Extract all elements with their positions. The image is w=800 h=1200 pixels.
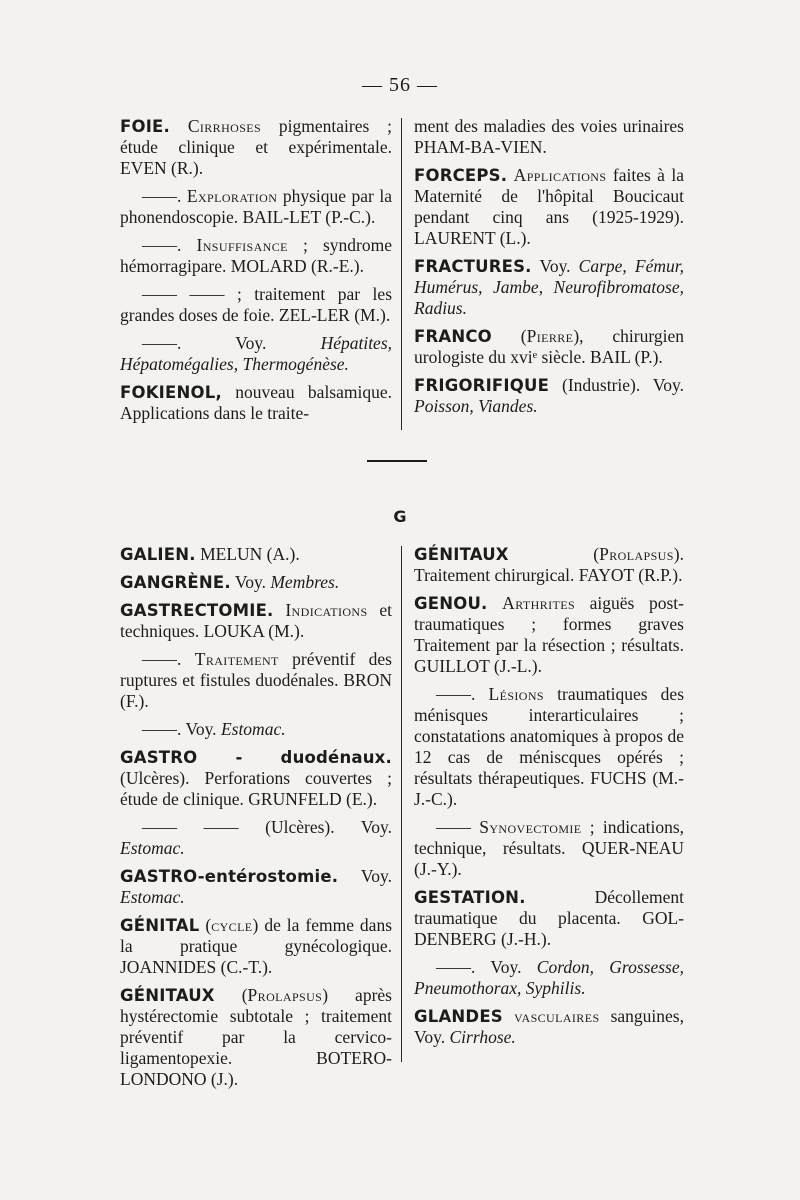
index-subentry	[120, 235, 392, 277]
index-entry	[414, 887, 684, 950]
entry-text: ) de la femme dans la pratique gynécologique. JOANNIDES (C.-T.).	[120, 915, 392, 977]
index-subentry	[120, 719, 392, 740]
entry-text: (Industrie). Voy.	[562, 375, 684, 395]
index-entry	[414, 116, 684, 158]
entry-text: (Ulcères). Voy.	[265, 817, 393, 837]
entry-headword: FRANCO	[414, 327, 492, 346]
index-subentry	[120, 333, 392, 375]
entry-text: (	[520, 326, 527, 346]
index-column-top-right	[414, 116, 684, 424]
entry-text: Voy.	[539, 256, 579, 276]
entry-text: Carpe, Fémur, Humérus, Jambe, Neurofibromatose, Radius.	[414, 256, 684, 318]
entry-text: Estomac.	[220, 719, 286, 739]
index-entry	[120, 116, 392, 179]
entry-text: ) après hystérectomie subtotale ; traitement préventif par la cervico-ligamentopexie. BOTERO-LONDONO (J.).	[120, 985, 392, 1089]
entry-text: ment des maladies des voies urinaires PHAM-BA-VIEN.	[414, 116, 684, 157]
entry-dash: ——.	[142, 186, 182, 206]
entry-text: Cirrhoses	[187, 116, 262, 136]
entry-headword: GASTRO-entérostomie.	[120, 867, 339, 886]
entry-text: Voy.	[185, 719, 221, 739]
entry-headword: GLANDES	[414, 1007, 503, 1026]
entry-text: MELUN (A.).	[200, 544, 300, 564]
entry-text: (	[241, 985, 248, 1005]
entry-text: Voy.	[360, 866, 392, 886]
entry-text: Applications	[513, 165, 607, 185]
section-rule	[367, 460, 427, 462]
entry-dash: ——.	[142, 719, 182, 739]
entry-text: Poisson, Viandes.	[414, 396, 538, 416]
entry-text: ). Traitement chirurgical. FAYOT (R.P.).	[414, 544, 684, 585]
index-entry	[120, 985, 392, 1090]
index-entry	[414, 375, 684, 417]
entry-text: Estomac.	[120, 887, 185, 907]
entry-dash: —— ——	[142, 284, 225, 304]
entry-text: Pierre	[526, 326, 574, 346]
index-subentry	[120, 649, 392, 712]
entry-headword: GASTRO - duodénaux.	[120, 748, 392, 767]
index-entry	[414, 165, 684, 249]
entry-text: Exploration	[186, 186, 278, 206]
index-column-bottom-left	[120, 544, 392, 1097]
entry-text: (Ulcères). Perforations couvertes ; étude de clinique. GRUNFELD (E.).	[120, 768, 392, 809]
index-subentry	[120, 186, 392, 228]
index-subentry	[120, 284, 392, 326]
entry-text: physique par la phonendoscopie. BAIL-LET (P.-C.).	[120, 186, 393, 227]
entry-dash: —— ——	[142, 817, 239, 837]
entry-text: cycle	[211, 915, 253, 935]
index-entry	[120, 382, 392, 424]
index-entry	[414, 593, 684, 677]
entry-dash: ——	[436, 817, 471, 837]
index-entry	[414, 326, 684, 368]
column-divider-bottom	[401, 546, 402, 1062]
entry-headword: GALIEN.	[120, 545, 196, 564]
entry-headword: GÉNITAUX	[414, 545, 509, 564]
entry-dash: ——.	[436, 684, 476, 704]
entry-text: Traitement	[194, 649, 279, 669]
entry-text: Prolapsus	[599, 544, 674, 564]
index-entry	[120, 866, 392, 908]
entry-headword: GÉNITAL	[120, 916, 200, 935]
entry-text: Synovectomie	[479, 817, 582, 837]
entry-headword: GASTRECTOMIE.	[120, 601, 274, 620]
entry-headword: GESTATION.	[414, 888, 526, 907]
entry-headword: FRIGORIFIQUE	[414, 376, 550, 395]
entry-text: faites à la Maternité de l'hôpital Boucicaut pendant cinq ans (1925-1929). LAURENT (L.).	[414, 165, 685, 248]
entry-text: (	[593, 544, 600, 564]
entry-text: Hépatites, Hépatomégalies, Thermogénèse.	[120, 333, 393, 374]
entry-text: Estomac.	[120, 838, 185, 858]
entry-text: Lésions	[488, 684, 545, 704]
entry-text: Arthrites	[502, 593, 576, 613]
entry-text: sanguines, Voy.	[414, 1006, 684, 1047]
entry-text: aiguës post-traumatiques ; formes graves Traitement par la résection ; résultats. GUILLOT (J.-L.).	[414, 593, 684, 676]
entry-text: Insuffisance	[196, 235, 288, 255]
entry-text: ; traitement par les grandes doses de foie. ZEL-LER (M.).	[120, 284, 392, 325]
entry-text: Prolapsus	[247, 985, 323, 1005]
entry-headword: FOKIENOL,	[120, 383, 222, 402]
index-entry	[120, 600, 392, 642]
index-entry	[120, 915, 392, 978]
entry-text: ; syndrome hémorragipare. MOLARD (R.-E.).	[120, 235, 392, 276]
entry-text: vasculaires	[513, 1006, 600, 1026]
entry-text: préventif des ruptures et fistules duodénales. BRON (F.).	[120, 649, 392, 711]
index-entry	[414, 544, 684, 586]
index-entry	[414, 1006, 684, 1048]
entry-text: nouveau balsamique. Applications dans le traite-	[120, 382, 392, 423]
entry-dash: ——.	[436, 957, 476, 977]
entry-text: et techniques. LOUKA (M.).	[120, 600, 392, 641]
index-subentry	[414, 957, 684, 999]
entry-headword: FOIE.	[120, 117, 170, 136]
entry-headword: GÉNITAUX	[120, 986, 215, 1005]
entry-text: (	[205, 915, 212, 935]
index-entry	[414, 256, 684, 319]
entry-headword: GENOU.	[414, 594, 488, 613]
column-divider-top	[401, 118, 402, 430]
entry-text: Cordon, Grossesse, Pneumothorax, Syphilis.	[414, 957, 684, 998]
index-subentry	[414, 684, 684, 810]
entry-headword: FRACTURES.	[414, 257, 532, 276]
section-letter: G	[393, 507, 407, 526]
entry-text: ; indications, technique, résultats. QUER-NEAU (J.-Y.).	[414, 817, 684, 879]
index-column-bottom-right	[414, 544, 684, 1055]
entry-text: Voy.	[234, 572, 271, 592]
entry-text: traumatiques des ménisques interarticulaires ; constatations anatomiques à propos de 12 cas de méniscques opérés ; résultats thérapeutiques. FUCHS (M.-J.-C.).	[414, 684, 685, 809]
entry-headword: GANGRÈNE.	[120, 573, 231, 592]
index-subentry	[414, 817, 684, 880]
entry-text: Décollement traumatique du placenta. GOL-DENBERG (J.-H.).	[414, 887, 684, 949]
entry-text: Membres.	[270, 572, 340, 592]
index-entry	[120, 572, 392, 593]
entry-text: Voy.	[235, 333, 321, 353]
index-entry	[120, 747, 392, 810]
entry-text: Indications	[285, 600, 368, 620]
entry-dash: ——.	[142, 333, 182, 353]
entry-headword: FORCEPS.	[414, 166, 508, 185]
index-subentry	[120, 817, 392, 859]
entry-text: ), chirurgien urologiste du xviᵉ siècle. BAIL (P.).	[414, 326, 684, 367]
entry-dash: ——.	[142, 649, 182, 669]
index-column-top-left	[120, 116, 392, 431]
entry-text: Cirrhose.	[449, 1027, 516, 1047]
index-entry	[120, 544, 392, 565]
page-number: — 56 —	[362, 74, 438, 96]
entry-text: pigmentaires ; étude clinique et expérimentale. EVEN (R.).	[120, 116, 392, 178]
entry-text: Voy.	[490, 957, 537, 977]
entry-dash: ——.	[142, 235, 182, 255]
